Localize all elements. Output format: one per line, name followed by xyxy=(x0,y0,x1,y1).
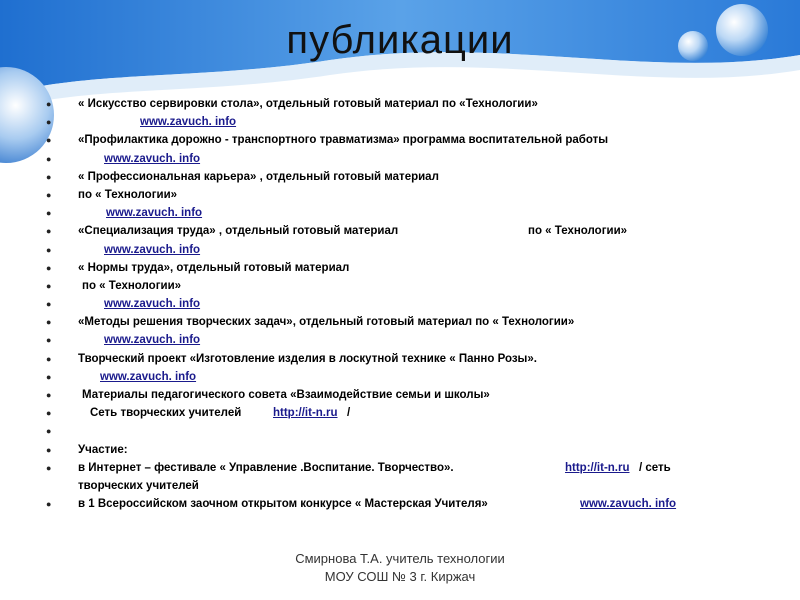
list-item xyxy=(46,295,766,313)
item-link[interactable]: www.zavuch. info xyxy=(580,498,677,511)
list-item xyxy=(46,150,766,168)
item-text: «Специализация труда» , отдельный готовый материал xyxy=(78,225,399,238)
item-text: по « Технологии» xyxy=(82,279,182,292)
item-link[interactable]: www.zavuch. info xyxy=(104,298,201,311)
bullet-icon: ● xyxy=(46,353,52,364)
bullet-icon: ● xyxy=(46,244,52,255)
bullet-icon: ● xyxy=(46,135,52,146)
item-link[interactable]: www.zavuch. info xyxy=(106,207,203,220)
footer-school: МОУ СОШ № 3 г. Киржач xyxy=(324,569,476,584)
item-link[interactable]: www.zavuch. info xyxy=(100,370,197,383)
list-item xyxy=(46,259,766,277)
item-text: «Методы решения творческих задач», отдельный готовый материал по « Технологии» xyxy=(78,316,575,329)
item-link[interactable]: http://it-n.ru xyxy=(565,461,630,474)
bullet-icon: ● xyxy=(46,117,52,128)
publication-list xyxy=(46,95,766,513)
item-text: в Интернет – фестивале « Управление .Воспитание. Творчество». xyxy=(78,461,454,474)
item-text: « Профессиональная карьера» , отдельный готовый материал xyxy=(78,170,439,183)
bullet-icon: ● xyxy=(46,99,52,109)
bullet-icon: ● xyxy=(46,189,52,200)
item-text: творческих учителей xyxy=(78,479,199,492)
bullet-icon: ● xyxy=(46,299,52,310)
item-text: «Профилактика дорожно - транспортного травматизма» программа воспитательной работы xyxy=(78,134,609,147)
list-item-empty xyxy=(46,422,766,440)
list-item xyxy=(46,404,766,422)
bullet-icon: ● xyxy=(46,426,52,437)
list-item xyxy=(46,386,766,404)
item-text: « Нормы труда», отдельный готовый материал xyxy=(78,261,350,274)
bullet-icon: ● xyxy=(46,390,52,400)
list-item xyxy=(46,113,766,131)
bullet-icon: ● xyxy=(46,408,52,419)
list-item xyxy=(46,313,766,331)
list-item xyxy=(46,241,766,259)
list-item xyxy=(46,477,766,495)
list-item xyxy=(46,495,766,513)
item-link[interactable]: www.zavuch. info xyxy=(104,243,201,256)
item-suffix: / xyxy=(347,407,351,420)
bullet-icon: ● xyxy=(46,317,52,328)
list-item xyxy=(46,441,766,459)
list-item xyxy=(46,95,766,113)
page-title: публикации xyxy=(286,18,514,62)
item-text: Сеть творческих учителей xyxy=(90,407,242,420)
item-link[interactable]: www.zavuch. info xyxy=(104,334,201,347)
list-item xyxy=(46,277,766,295)
item-text-secondary: по « Технологии» xyxy=(528,225,628,238)
list-item xyxy=(46,368,766,386)
bullet-icon: ● xyxy=(46,335,52,346)
item-link[interactable]: http://it-n.ru xyxy=(273,407,338,420)
item-text: Творческий проект «Изготовление изделия в лоскутной технике « Панно Розы». xyxy=(78,352,537,365)
bullet-icon: ● xyxy=(46,462,52,473)
item-text: по « Технологии» xyxy=(78,188,178,201)
item-text: Материалы педагогического совета «Взаимодействие семьи и школы» xyxy=(82,389,490,401)
bullet-icon: ● xyxy=(46,280,52,291)
item-text: « Искусство сервировки стола», отдельный готовый материал по «Технологии» xyxy=(78,98,538,110)
bullet-icon: ● xyxy=(46,208,52,219)
list-item xyxy=(46,459,766,477)
list-item xyxy=(46,204,766,222)
bullet-icon: ● xyxy=(46,153,52,164)
item-text: в 1 Всероссийском заочном открытом конкурсе « Мастерская Учителя» xyxy=(78,498,488,511)
list-item xyxy=(46,168,766,186)
item-suffix: / сеть xyxy=(639,461,671,474)
bullet-icon: ● xyxy=(46,171,52,182)
footer xyxy=(0,550,800,586)
bullet-icon: ● xyxy=(46,499,52,510)
item-text: Участие: xyxy=(78,443,128,456)
footer-author: Смирнова Т.А. учитель технологии xyxy=(295,551,505,566)
list-item xyxy=(46,186,766,204)
item-link[interactable]: www.zavuch. info xyxy=(104,152,201,165)
bullet-icon: ● xyxy=(46,371,52,382)
list-item xyxy=(46,222,766,240)
list-item xyxy=(46,131,766,149)
list-item xyxy=(46,350,766,368)
bullet-icon: ● xyxy=(46,262,52,273)
list-item xyxy=(46,331,766,349)
item-link[interactable]: www.zavuch. info xyxy=(140,116,237,129)
bullet-icon: ● xyxy=(46,226,52,237)
bullet-icon: ● xyxy=(46,444,52,455)
